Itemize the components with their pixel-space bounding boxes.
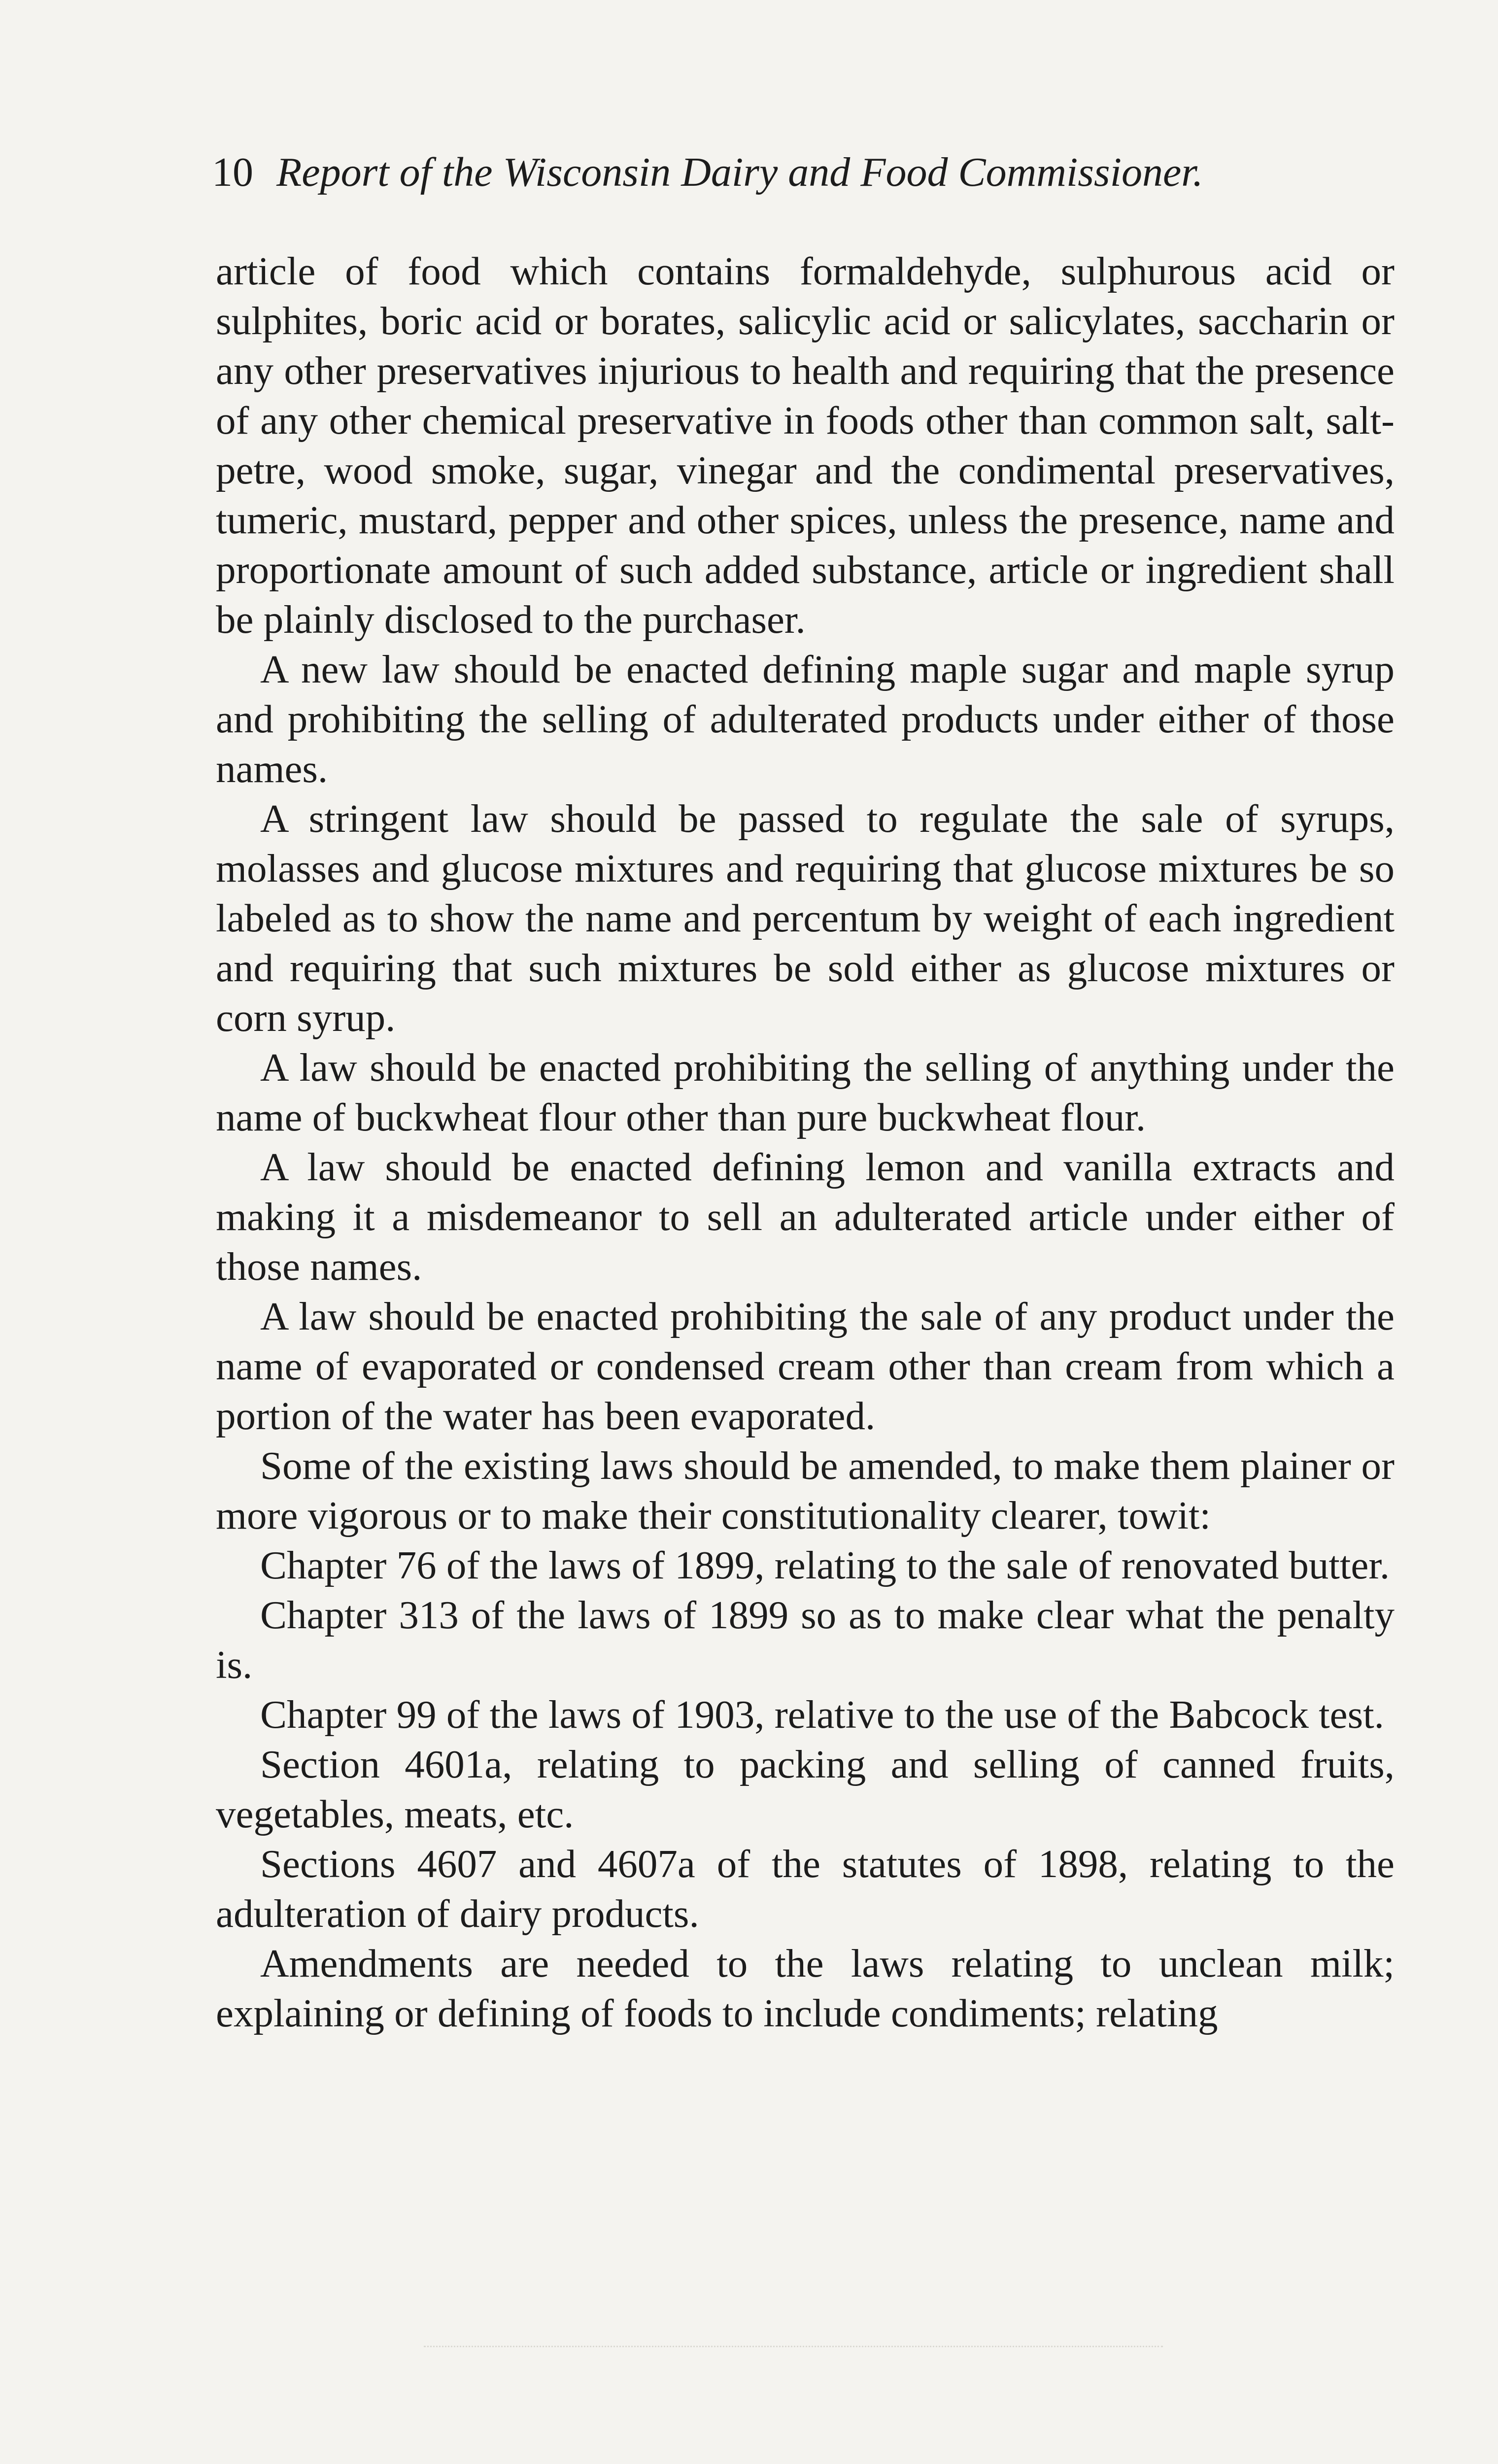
body-text bbox=[216, 246, 1395, 2038]
paragraph-maple-sugar: A new law should be enacted defining maple sugar and maple syrup and prohibiting the selling of adulterated products under either of those names. bbox=[216, 647, 1395, 791]
paragraph-chapter-76: Chapter 76 of the laws of 1899, relating to the sale of renovated butter. bbox=[260, 1543, 1390, 1587]
paragraph-syrups-glucose: A stringent law should be passed to regulate the sale of syrups, molasses and glucose mixtures and requiring that glucose mixtures be so labeled as to show the name and percentum by weight of each ingredient and requiring that such mixtures be sold either as glucose mixtures or corn syrup. bbox=[216, 796, 1395, 1040]
paragraph-preservatives: article of food which contains formaldehyde, sulphurous acid or sulphites, boric acid or borates, salicylic acid or salicylates, saccharin or any other preservatives injurious to health and requiring that the presence of any other chemical preservative in foods other than common salt, salt-petre, wood smoke, sugar, vinegar and the condimental preservatives, tumeric, mustard, pepper and other spices, unless the presence, name and proportionate amount of such added substance, article or ingredient shall be plainly disclosed to the purchaser. bbox=[216, 249, 1395, 642]
page-number: 10 bbox=[212, 149, 253, 195]
paragraph-buckwheat-flour: A law should be enacted prohibiting the selling of anything under the name of buckwheat flour other than pure buckwheat flour. bbox=[216, 1045, 1395, 1139]
scan-specks bbox=[424, 2346, 1163, 2357]
page-header bbox=[212, 148, 1395, 198]
paragraph-amendments: Amendments are needed to the laws relating to unclean milk; explaining or defining of foods to include condiments; relating bbox=[216, 1941, 1395, 2035]
paragraph-extracts: A law should be enacted defining lemon and vanilla extracts and making it a misdemeanor to sell an adulterated article under either of those names. bbox=[216, 1145, 1395, 1289]
paragraph-chapter-99: Chapter 99 of the laws of 1903, relative to the use of the Babcock test. bbox=[260, 1692, 1384, 1737]
paragraph-evaporated-cream: A law should be enacted prohibiting the sale of any product under the name of evaporated or condensed cream other than cream from which a portion of the water has been evaporated. bbox=[216, 1294, 1395, 1438]
paragraph-existing-laws: Some of the existing laws should be amended, to make them plainer or more vigorous or to make their constitutionality clearer, towit: bbox=[216, 1443, 1395, 1538]
running-title: Report of the Wisconsin Dairy and Food Commissioner. bbox=[276, 149, 1203, 195]
paragraph-sections-4607: Sections 4607 and 4607a of the statutes of 1898, relating to the adulteration of dairy products. bbox=[216, 1842, 1395, 1936]
paragraph-chapter-313: Chapter 313 of the laws of 1899 so as to make clear what the penalty is. bbox=[216, 1593, 1395, 1687]
paragraph-section-4601a: Section 4601a, relating to packing and selling of canned fruits, vegetables, meats, etc. bbox=[216, 1742, 1395, 1836]
